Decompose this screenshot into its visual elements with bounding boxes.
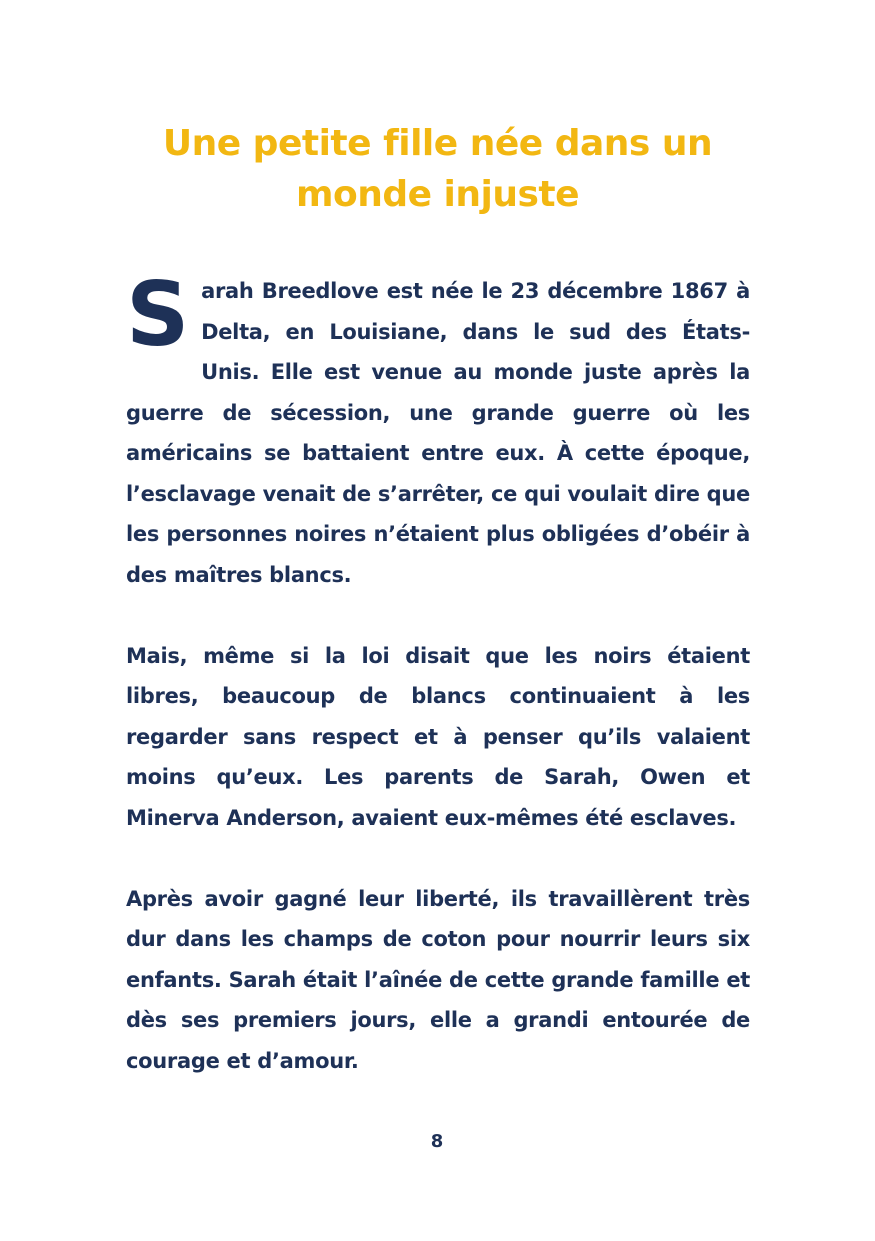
paragraph-1 — [126, 263, 750, 595]
paragraph-1-text: arah Breedlove est née le 23 décembre 1867 à Delta, en Louisiane, dans le sud des États-Unis. Elle est venue au monde juste après la guerre de sécession, une grande guerre où les américains se battaient entre eux. À cette époque, l’esclavage venait de s’arrêter, ce qui voulait dire que les personnes noires n’étaient plus obligées d’obéir à des maîtres blancs. — [126, 279, 750, 587]
paragraph-3: Après avoir gagné leur liberté, ils travaillèrent très dur dans les champs de coton pour nourrir leurs six enfants. Sarah était l’aînée de cette grande famille et dès ses premiers jours, elle a grandi entourée de courage et d’amour. — [126, 886, 750, 1073]
chapter-body — [126, 263, 750, 1081]
chapter-title-line-1: Une petite fille née dans un — [162, 123, 713, 164]
drop-cap: S — [126, 263, 190, 366]
chapter-title-line-2: monde injuste — [295, 174, 580, 215]
page-number: 8 — [430, 1131, 444, 1152]
chapter-title — [100, 118, 775, 220]
paragraph-2: Mais, même si la loi disait que les noirs étaient libres, beaucoup de blancs continuaient à les regarder sans respect et à penser qu’ils valaient moins qu’eux. Les parents de Sarah, Owen et Minerva Anderson, avaient eux-mêmes été esclaves. — [126, 643, 750, 830]
